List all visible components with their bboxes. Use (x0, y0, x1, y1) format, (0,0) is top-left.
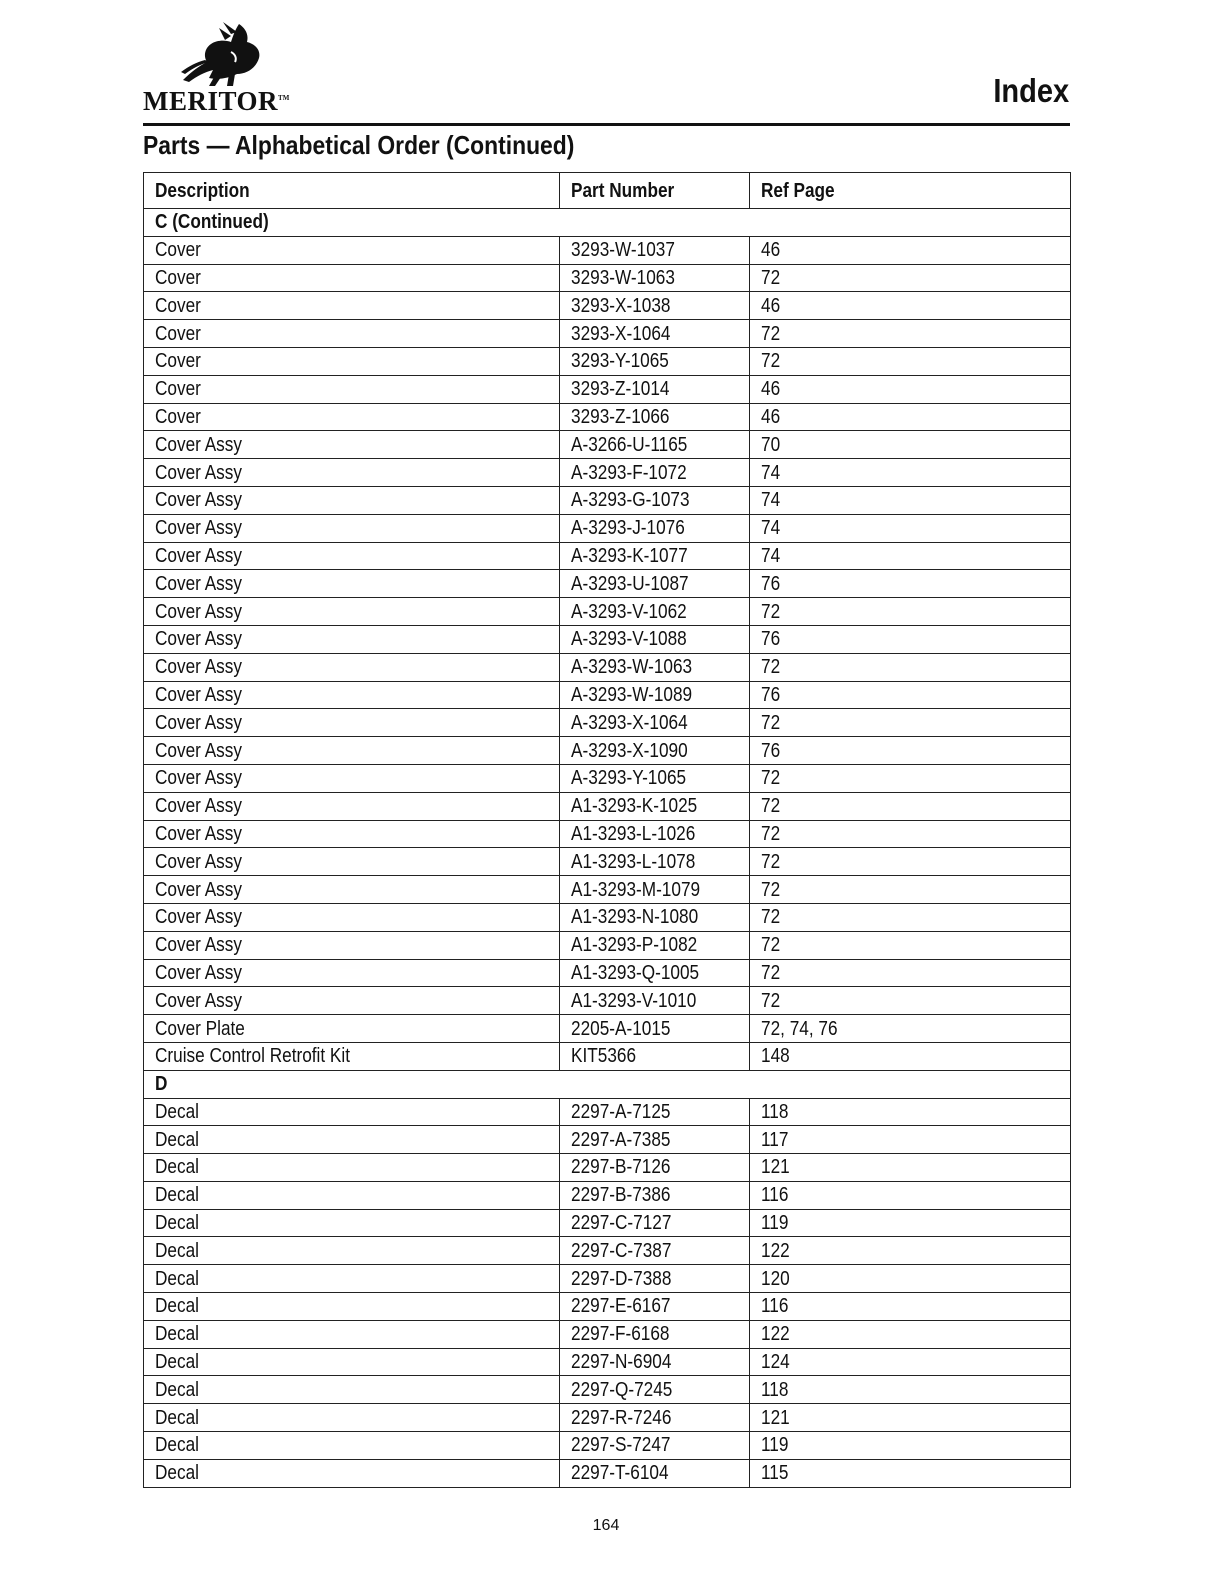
table-row (144, 1209, 1071, 1237)
header-rule (143, 123, 1070, 126)
part-number-cell: 2297-T-6104 (560, 1459, 750, 1487)
part-number-cell: 2297-F-6168 (560, 1320, 750, 1348)
part-number-cell: A1-3293-N-1080 (560, 903, 750, 931)
part-number-cell: A1-3293-Q-1005 (560, 959, 750, 987)
description-cell: Cover (144, 403, 560, 431)
description-cell: Cover Assy (144, 737, 560, 765)
section-title: Index (993, 72, 1069, 109)
ref-page-cell: 124 (750, 1348, 1071, 1376)
description-cell: Decal (144, 1098, 560, 1126)
table-row (144, 486, 1071, 514)
table-row (144, 1432, 1071, 1460)
ref-page-cell: 74 (750, 542, 1071, 570)
part-number-cell: A1-3293-L-1026 (560, 820, 750, 848)
parts-table-body (144, 209, 1071, 1488)
table-row (144, 598, 1071, 626)
group-label: D (144, 1070, 1071, 1098)
description-cell: Cover Plate (144, 1015, 560, 1043)
description-cell: Cover Assy (144, 987, 560, 1015)
table-row (144, 625, 1071, 653)
ref-page-cell: 122 (750, 1320, 1071, 1348)
part-number-cell: A-3293-G-1073 (560, 486, 750, 514)
part-number-cell: A-3293-F-1072 (560, 459, 750, 487)
part-number-cell: 2297-E-6167 (560, 1293, 750, 1321)
description-cell: Cover (144, 347, 560, 375)
ref-page-cell: 76 (750, 737, 1071, 765)
table-row (144, 1015, 1071, 1043)
table-row (144, 681, 1071, 709)
description-cell: Decal (144, 1237, 560, 1265)
description-cell: Cover (144, 292, 560, 320)
part-number-cell: A1-3293-V-1010 (560, 987, 750, 1015)
ref-page-cell: 72 (750, 931, 1071, 959)
ref-page-cell: 72 (750, 876, 1071, 904)
ref-page-cell: 76 (750, 570, 1071, 598)
description-cell: Cover Assy (144, 486, 560, 514)
ref-page-cell: 72 (750, 848, 1071, 876)
description-cell: Cover Assy (144, 931, 560, 959)
ref-page-cell: 72, 74, 76 (750, 1015, 1071, 1043)
ref-page-cell: 118 (750, 1098, 1071, 1126)
ref-page-cell: 148 (750, 1042, 1071, 1070)
table-row (144, 459, 1071, 487)
description-cell: Decal (144, 1459, 560, 1487)
part-number-cell: A-3293-K-1077 (560, 542, 750, 570)
table-row (144, 431, 1071, 459)
description-cell: Cover Assy (144, 570, 560, 598)
part-number-cell: 2205-A-1015 (560, 1015, 750, 1043)
table-row (144, 1098, 1071, 1126)
part-number-cell: A-3293-X-1064 (560, 709, 750, 737)
part-number-cell: A-3293-V-1062 (560, 598, 750, 626)
description-cell: Decal (144, 1404, 560, 1432)
description-cell: Cover Assy (144, 653, 560, 681)
ref-page-cell: 117 (750, 1126, 1071, 1154)
part-number-cell: A1-3293-K-1025 (560, 792, 750, 820)
ref-page-cell: 72 (750, 903, 1071, 931)
ref-page-cell: 121 (750, 1154, 1071, 1182)
table-row (144, 264, 1071, 292)
column-header-ref-page: Ref Page (750, 173, 1071, 209)
description-cell: Cover Assy (144, 514, 560, 542)
ref-page-cell: 72 (750, 959, 1071, 987)
ref-page-cell: 118 (750, 1376, 1071, 1404)
ref-page-cell: 119 (750, 1209, 1071, 1237)
ref-page-cell: 76 (750, 625, 1071, 653)
part-number-cell: 2297-B-7126 (560, 1154, 750, 1182)
table-row (144, 931, 1071, 959)
ref-page-cell: 74 (750, 459, 1071, 487)
table-row (144, 1126, 1071, 1154)
part-number-cell: 2297-S-7247 (560, 1432, 750, 1460)
ref-page-cell: 72 (750, 792, 1071, 820)
ref-page-cell: 72 (750, 709, 1071, 737)
table-row (144, 959, 1071, 987)
logo-wordmark: MERITOR™ (143, 86, 290, 116)
part-number-cell: 3293-W-1037 (560, 236, 750, 264)
table-row (144, 292, 1071, 320)
description-cell: Cover Assy (144, 959, 560, 987)
page-heading: Parts — Alphabetical Order (Continued) (143, 130, 575, 160)
part-number-cell: A1-3293-L-1078 (560, 848, 750, 876)
part-number-cell: A-3293-J-1076 (560, 514, 750, 542)
table-row (144, 1459, 1071, 1487)
table-row (144, 236, 1071, 264)
part-number-cell: A-3293-X-1090 (560, 737, 750, 765)
part-number-cell: A1-3293-M-1079 (560, 876, 750, 904)
description-cell: Cover Assy (144, 876, 560, 904)
description-cell: Cover (144, 320, 560, 348)
group-label: C (Continued) (144, 209, 1071, 237)
description-cell: Decal (144, 1209, 560, 1237)
bull-icon (179, 22, 263, 88)
description-cell: Cover Assy (144, 681, 560, 709)
part-number-cell: KIT5366 (560, 1042, 750, 1070)
ref-page-cell: 72 (750, 598, 1071, 626)
table-row (144, 570, 1071, 598)
trademark-mark: TM (278, 94, 290, 102)
part-number-cell: 3293-Z-1066 (560, 403, 750, 431)
ref-page-cell: 72 (750, 764, 1071, 792)
ref-page-cell: 72 (750, 347, 1071, 375)
table-row (144, 1265, 1071, 1293)
table-row (144, 792, 1071, 820)
description-cell: Decal (144, 1154, 560, 1182)
description-cell: Cover (144, 236, 560, 264)
description-cell: Cover Assy (144, 848, 560, 876)
table-row (144, 320, 1071, 348)
table-row (144, 1154, 1071, 1182)
part-number-cell: 3293-Z-1014 (560, 375, 750, 403)
ref-page-cell: 74 (750, 486, 1071, 514)
ref-page-cell: 46 (750, 375, 1071, 403)
description-cell: Decal (144, 1181, 560, 1209)
description-cell: Cover Assy (144, 709, 560, 737)
ref-page-cell: 72 (750, 987, 1071, 1015)
ref-page-cell: 72 (750, 653, 1071, 681)
part-number-cell: 2297-Q-7245 (560, 1376, 750, 1404)
part-number-cell: 2297-C-7387 (560, 1237, 750, 1265)
ref-page-cell: 46 (750, 292, 1071, 320)
part-number-cell: 3293-X-1064 (560, 320, 750, 348)
part-number-cell: A1-3293-P-1082 (560, 931, 750, 959)
table-row (144, 709, 1071, 737)
table-row (144, 1320, 1071, 1348)
part-number-cell: 2297-A-7385 (560, 1126, 750, 1154)
part-number-cell: 2297-C-7127 (560, 1209, 750, 1237)
description-cell: Decal (144, 1376, 560, 1404)
table-row (144, 514, 1071, 542)
meritor-logo (143, 22, 333, 116)
description-cell: Decal (144, 1126, 560, 1154)
column-header-description: Description (144, 173, 560, 209)
table-row (144, 1181, 1071, 1209)
description-cell: Cover (144, 264, 560, 292)
ref-page-cell: 115 (750, 1459, 1071, 1487)
table-row (144, 848, 1071, 876)
ref-page-cell: 46 (750, 236, 1071, 264)
part-number-cell: A-3293-W-1089 (560, 681, 750, 709)
ref-page-cell: 72 (750, 820, 1071, 848)
table-row (144, 987, 1071, 1015)
ref-page-cell: 122 (750, 1237, 1071, 1265)
description-cell: Decal (144, 1348, 560, 1376)
description-cell: Cover Assy (144, 542, 560, 570)
table-row (144, 1404, 1071, 1432)
table-row (144, 1237, 1071, 1265)
description-cell: Cruise Control Retrofit Kit (144, 1042, 560, 1070)
part-number-cell: A-3293-U-1087 (560, 570, 750, 598)
description-cell: Cover Assy (144, 903, 560, 931)
description-cell: Cover Assy (144, 820, 560, 848)
ref-page-cell: 119 (750, 1432, 1071, 1460)
part-number-cell: 3293-X-1038 (560, 292, 750, 320)
table-row (144, 403, 1071, 431)
group-row (144, 1070, 1071, 1098)
table-row (144, 375, 1071, 403)
description-cell: Decal (144, 1320, 560, 1348)
part-number-cell: 3293-Y-1065 (560, 347, 750, 375)
table-row (144, 764, 1071, 792)
ref-page-cell: 72 (750, 264, 1071, 292)
ref-page-cell: 116 (750, 1293, 1071, 1321)
ref-page-cell: 70 (750, 431, 1071, 459)
part-number-cell: 3293-W-1063 (560, 264, 750, 292)
group-row (144, 209, 1071, 237)
table-row (144, 1293, 1071, 1321)
part-number-cell: A-3266-U-1165 (560, 431, 750, 459)
part-number-cell: A-3293-V-1088 (560, 625, 750, 653)
description-cell: Decal (144, 1265, 560, 1293)
part-number-cell: 2297-R-7246 (560, 1404, 750, 1432)
table-row (144, 876, 1071, 904)
table-row (144, 903, 1071, 931)
part-number-cell: A-3293-W-1063 (560, 653, 750, 681)
description-cell: Cover Assy (144, 625, 560, 653)
description-cell: Cover Assy (144, 598, 560, 626)
description-cell: Cover Assy (144, 459, 560, 487)
description-cell: Decal (144, 1293, 560, 1321)
description-cell: Cover (144, 375, 560, 403)
ref-page-cell: 116 (750, 1181, 1071, 1209)
table-row (144, 542, 1071, 570)
table-row (144, 1348, 1071, 1376)
table-row (144, 347, 1071, 375)
description-cell: Cover Assy (144, 792, 560, 820)
table-header-row (144, 173, 1071, 209)
table-row (144, 1376, 1071, 1404)
part-number-cell: 2297-N-6904 (560, 1348, 750, 1376)
ref-page-cell: 46 (750, 403, 1071, 431)
description-cell: Cover Assy (144, 431, 560, 459)
ref-page-cell: 74 (750, 514, 1071, 542)
table-row (144, 820, 1071, 848)
ref-page-cell: 121 (750, 1404, 1071, 1432)
part-number-cell: 2297-D-7388 (560, 1265, 750, 1293)
table-row (144, 1042, 1071, 1070)
parts-table (143, 172, 1071, 1488)
part-number-cell: A-3293-Y-1065 (560, 764, 750, 792)
ref-page-cell: 72 (750, 320, 1071, 348)
column-header-part-number: Part Number (560, 173, 750, 209)
page-number: 164 (592, 1517, 620, 1534)
ref-page-cell: 120 (750, 1265, 1071, 1293)
part-number-cell: 2297-A-7125 (560, 1098, 750, 1126)
table-row (144, 653, 1071, 681)
ref-page-cell: 76 (750, 681, 1071, 709)
part-number-cell: 2297-B-7386 (560, 1181, 750, 1209)
description-cell: Decal (144, 1432, 560, 1460)
description-cell: Cover Assy (144, 764, 560, 792)
table-row (144, 737, 1071, 765)
